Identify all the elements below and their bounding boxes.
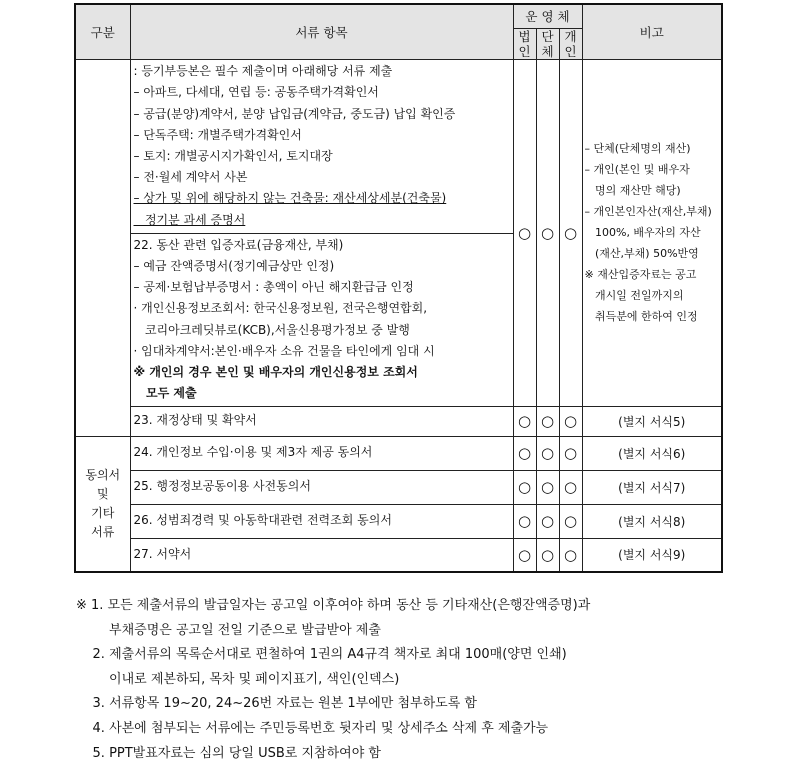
mark-indiv: ○ [559,504,582,538]
footer-line: 부채증명은 공고일 전일 기준으로 발급받아 제출 [76,622,381,638]
header-corp [513,28,536,59]
item-real-estate [130,59,513,233]
header-item: 서류 항목 [130,4,513,59]
re-line: 정기분 과세 증명서 [133,212,246,227]
note-line: – 개인본인자산(재산,부채) [584,205,712,218]
mark-corp: ○ [513,406,536,436]
note-line: 명의 재산만 해당) [584,184,681,197]
mark-indiv: ○ [559,470,582,504]
footer-line: 3. 서류항목 19~20, 24~26번 자료는 원본 1부에만 첨부하도록 함 [76,696,477,712]
item-row-26: 26. 성범죄경력 및 아동학대관련 전력조회 동의서 [130,504,513,538]
item-row-24: 24. 개인정보 수입·이용 및 제3자 제공 동의서 [130,436,513,470]
ma-line: 22. 동산 관련 입증자료(금융재산, 부채) [133,237,344,252]
note-line: – 단체(단체명의 재산) [584,142,691,155]
header-group [536,28,559,59]
mark-group: ○ [536,504,559,538]
footer-line: 5. PPT발표자료는 심의 당일 USB로 지참하여야 함 [76,745,381,761]
header-corp-label: 법인 [518,28,531,59]
category-consent [75,436,130,572]
mark-group: ○ [536,59,559,406]
note-row-25: (별지 서식7) [582,470,722,504]
footer-notes [76,594,776,766]
ma-line: ※ 개인의 경우 본인 및 배우자의 개인신용정보 조회서 [133,364,418,379]
footer-line: 2. 제출서류의 목록순서대로 편철하여 1권의 A4규격 책자로 최대 100매(양면 인쇄) [76,647,567,663]
mark-group: ○ [536,436,559,470]
note-line: – 개인(본인 및 배우자 [584,163,690,176]
re-line: – 공급(분양)계약서, 분양 납입금(계약금, 중도금) 납입 확인증 [133,106,456,121]
ma-line: – 공제·보험납부증명서 : 총액이 아닌 해지환급금 인정 [133,280,414,295]
footer-line: 4. 사본에 첨부되는 서류에는 주민등록번호 뒷자리 및 상세주소 삭제 후 제출가능 [76,720,549,736]
mark-corp: ○ [513,59,536,406]
ma-line: – 예금 잔액증명서(정기예금상만 인정) [133,258,335,273]
note-line: (재산,부채) 50%반영 [584,247,699,260]
mark-indiv: ○ [559,436,582,470]
note-row-26: (별지 서식8) [582,504,722,538]
item-row-23: 23. 재정상태 및 확약서 [130,406,513,436]
category-line: 및 [96,486,109,501]
item-movable-assets [130,233,513,406]
note-row-27: (별지 서식9) [582,538,722,572]
header-group-label: 단체 [541,28,554,59]
note-line: 취득분에 한하여 인정 [584,310,698,323]
mark-corp: ○ [513,504,536,538]
ma-line: 코리아크레딧뷰로(KCB),서울신용평가정보 중 발행 [133,322,410,337]
mark-indiv: ○ [559,538,582,572]
mark-corp: ○ [513,436,536,470]
footer-line: 이내로 제본하되, 목차 및 페이지표기, 색인(인덱스) [76,671,400,687]
footer-line: ※ 1. 모든 제출서류의 발급일자는 공고일 이후여야 하며 동산 등 기타재산(은행잔액증명)과 [76,598,591,613]
category-line: 기타 [91,505,115,520]
re-line: : 등기부등본은 필수 제출이며 아래해당 서류 제출 [133,64,393,79]
note-line: ※ 재산입증자료는 공고 [584,268,697,281]
note-row-24: (별지 서식6) [582,436,722,470]
re-line: – 전·월세 계약서 사본 [133,170,248,185]
note-row-23: (별지 서식5) [582,406,722,436]
header-indiv [559,28,582,59]
mark-group: ○ [536,470,559,504]
document-table [74,3,723,573]
re-line: – 단독주택: 개별주택가격확인서 [133,127,302,142]
mark-corp: ○ [513,470,536,504]
mark-group: ○ [536,406,559,436]
re-line: – 토지: 개별공시지가확인서, 토지대장 [133,149,333,163]
mark-indiv: ○ [559,406,582,436]
category-asset [75,59,130,436]
item-row-27: 27. 서약서 [130,538,513,572]
ma-line: · 개인신용정보조회서: 한국신용정보원, 전국은행연합회, [133,301,428,316]
category-line: 서류 [91,524,115,539]
header-note: 비고 [582,4,722,59]
mark-indiv: ○ [559,59,582,406]
mark-group: ○ [536,538,559,572]
header-entity: 운 영 체 [513,4,582,28]
ma-line: 모두 제출 [133,386,197,401]
ma-line: · 임대차계약서:본인·배우자 소유 건물을 타인에게 임대 시 [133,343,435,358]
mark-corp: ○ [513,538,536,572]
re-line: – 아파트, 다세대, 연립 등: 공동주택가격확인서 [133,85,379,100]
note-asset [582,59,722,406]
re-line: – 상가 및 위에 해당하지 않는 건축물: 재산세상세분(건축물) [133,191,447,206]
header-indiv-label: 개인 [564,28,577,59]
header-category: 구분 [75,4,130,59]
note-line: 100%, 배우자의 자산 [584,226,701,239]
category-line: 동의서 [85,467,121,482]
item-row-25: 25. 행정정보공동이용 사전동의서 [130,470,513,504]
note-line: 개시일 전일까지의 [584,289,684,302]
